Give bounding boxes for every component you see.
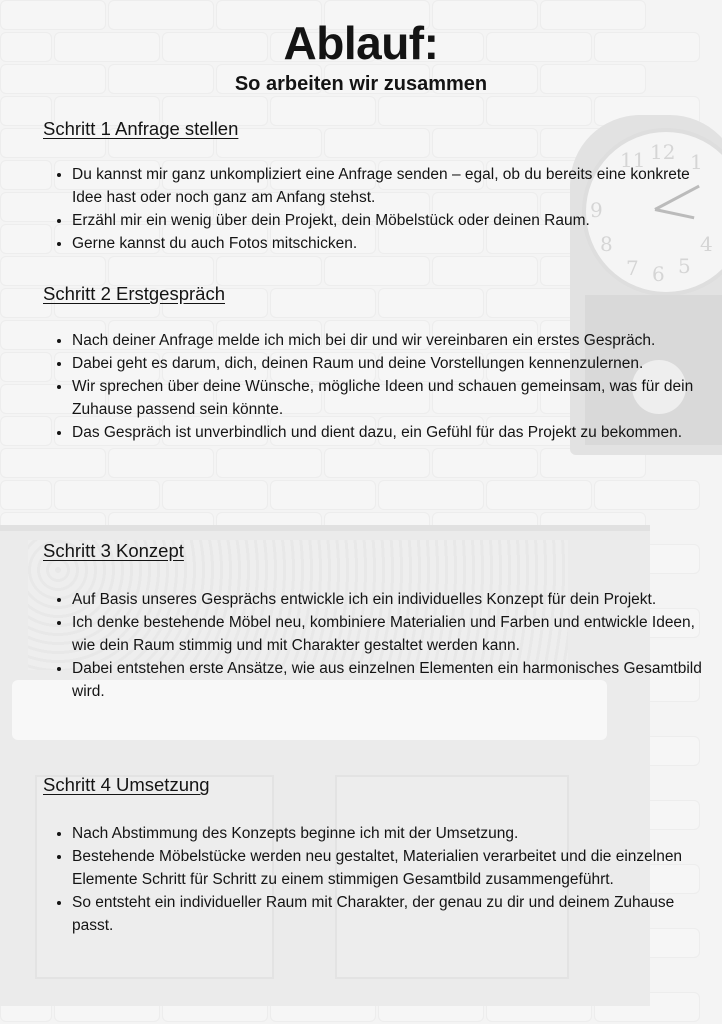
list-item: • Dabei geht es darum, dich, deinen Raum und deine Vorstellungen kennenzulernen. <box>72 352 712 375</box>
clock-number: 5 <box>678 254 691 278</box>
list-item: • Auf Basis unseres Gesprächs entwickle ich ein individuelles Konzept für dein Projekt. <box>72 588 712 611</box>
page-subtitle: So arbeiten wir zusammen <box>234 73 488 95</box>
list-item: • Das Gespräch ist unverbindlich und dient dazu, ein Gefühl für das Projekt zu bekommen. <box>72 421 712 444</box>
step-2-list <box>48 329 712 444</box>
step-1-list <box>48 163 712 255</box>
list-item: • Dabei entstehen erste Ansätze, wie aus einzelnen Elementen ein harmonisches Gesamtbild wird. <box>72 657 712 703</box>
step-4-list <box>48 822 712 937</box>
list-item: • Ich denke bestehende Möbel neu, kombiniere Materialien und Farben und entwickle Ideen, wie dein Raum stimmig und mit Charakter gestaltet werden kann. <box>72 611 712 657</box>
step-4-heading: Schritt 4 Umsetzung <box>43 774 210 795</box>
clock-number: 1 <box>690 150 703 174</box>
clock-number: 4 <box>700 232 713 256</box>
list-item: • Nach Abstimmung des Konzepts beginne ich mit der Umsetzung. <box>72 822 712 845</box>
clock-number: 6 <box>652 262 665 286</box>
list-item: • Gerne kannst du auch Fotos mitschicken. <box>72 232 712 255</box>
step-3-list <box>48 588 712 703</box>
step-1-heading: Schritt 1 Anfrage stellen <box>43 118 239 139</box>
clock-number: 8 <box>600 232 613 256</box>
clock-number: 11 <box>620 148 646 172</box>
list-item: • Erzähl mir ein wenig über dein Projekt, dein Möbelstück oder deinen Raum. <box>72 209 712 232</box>
list-item: • Du kannst mir ganz unkompliziert eine Anfrage senden – egal, ob du bereits eine konkrete Idee hast oder noch ganz am Anfang stehst. <box>72 163 712 209</box>
step-3-heading: Schritt 3 Konzept <box>43 540 184 561</box>
clock-number: 12 <box>650 140 676 164</box>
step-2-heading: Schritt 2 Erstgespräch <box>43 283 225 304</box>
clock-number: 9 <box>590 198 603 222</box>
page-title: Ablauf: <box>283 17 439 69</box>
list-item: • Bestehende Möbelstücke werden neu gestaltet, Materialien verarbeitet und die einzelnen Elemente Schritt für Schritt zu einem stimmigen Gesamtbild zusammengeführt. <box>72 845 712 891</box>
list-item: • So entsteht ein individueller Raum mit Charakter, der genau zu dir und deinem Zuhause passt. <box>72 891 712 937</box>
list-item: • Wir sprechen über deine Wünsche, mögliche Ideen und schauen gemeinsam, was für dein Zuhause passend sein könnte. <box>72 375 712 421</box>
clock-number: 7 <box>626 256 639 280</box>
list-item: • Nach deiner Anfrage melde ich mich bei dir und wir vereinbaren ein erstes Gespräch. <box>72 329 712 352</box>
